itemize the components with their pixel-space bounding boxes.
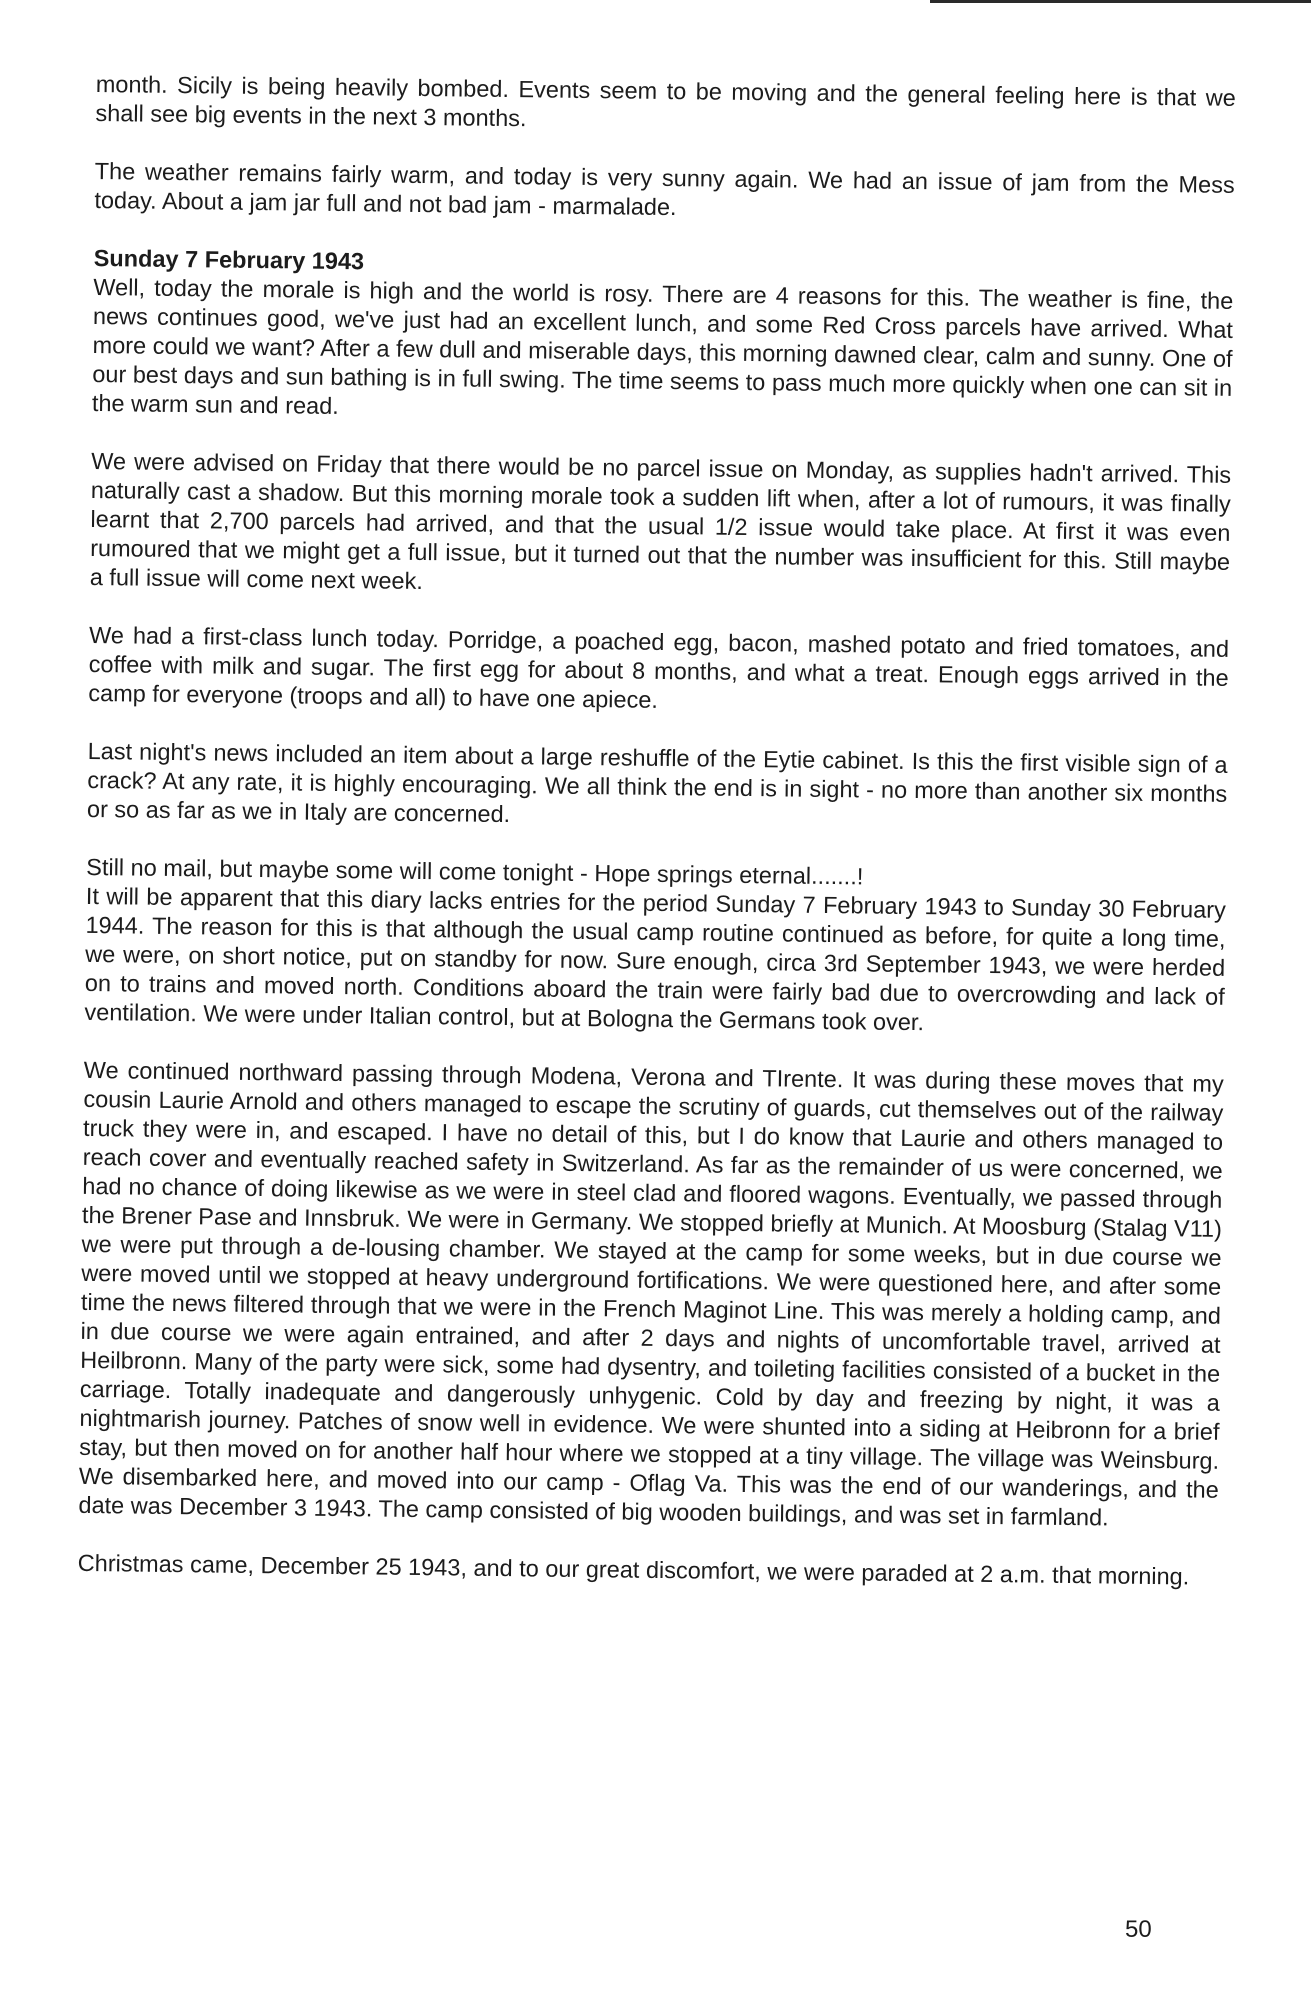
paragraph-cabinet-news: Last night's news included an item about a large reshuffle of the Eytie cabinet. Is this the first visible sign of a crack? At any rate, it is highly encouraging. We all think the end is in sight - no more than another six months or so as far as we in Italy are concerned.: [86, 737, 1228, 828]
diary-text: [77, 70, 1236, 1621]
paragraph-diary-gap: It will be apparent that this diary lacks entries for the period Sunday 7 February 1943 to Sunday 30 February 1944. The reason for this is that although the usual camp routine continued as before, for quite a long time, we were, on short notice, put on standby for now. Sure enough, circa 3rd September 1943, we were herded on to trains and moved north. Conditions aboard the train were fairly bad due to overcrowding and lack of ventilation. We were under Italian control, but at Bologna the Germans took over.: [84, 882, 1226, 1036]
paragraph-parcels: We were advised on Friday that there would be no parcel issue on Monday, as supplies hadn't arrived. This naturally cast a shadow. But this morning morale took a sudden lift when, after a lot of rumours, it was finally learnt that 2,700 parcels had arrived, and that the usual 1/2 issue would take place. At first it was even rumoured that we might get a full issue, but it turned out that the number was insufficient for this. Still maybe a full issue will come next week.: [89, 447, 1232, 595]
page-number: 50: [1125, 1916, 1152, 1943]
paragraph-no-mail: Still no mail, but maybe some will come tonight - Hope springs eternal.......!: [86, 853, 864, 890]
entry-date-heading: Sunday 7 February 1943: [93, 244, 365, 275]
top-border-rule: [930, 0, 1311, 3]
paragraph-morale: Well, today the morale is high and the world is rosy. There are 4 reasons for this. The weather is fine, the news continues good, we've just had an excellent lunch, and some Red Cross parcels have arrived. What more could we want? After a few dull and miserable days, this morning dawned clear, calm and sunny. One of our best days and sun bathing is in full swing. The time seems to pass much more quickly when one can sit in the warm sun and read.: [91, 273, 1234, 419]
paragraph-journey-north: We continued northward passing through Modena, Verona and TIrente. It was during these moves that my cousin Laurie Arnold and others managed to escape the scrutiny of guards, cut themselves out of the railway truck they were in, and escaped. I have no detail of this, but I do know that Laurie and others managed to reach cover and eventually reached safety in Switzerland. As far as the remainder of us were concerned, we had no chance of doing likewise as we were in steel clad and floored wagons. Eventually, we passed through the Brener Pase and Innsbruk. We were in Germany. We stopped briefly at Munich. At Moosburg (Stalag V11) we were put through a de-lousing chamber. We stayed at the camp for some weeks, but in due course we were moved until we stopped at heavy underground fortifications. We were questioned here, and after some time the news filtered through that we were in the French Maginot Line. This was merely a holding camp, and in due course we were again entrained, and after 2 days and nights of uncomfortable travel, arrived at Heilbronn. Many of the party were sick, some had dysentry, and toileting facilities consisted of a bucket in the carriage. Totally inadequate and dangerously unhygenic. Cold by day and freezing by night, it was a nightmarish journey. Patches of snow well in evidence. We were shunted into a siding at Heibronn for a brief stay, but then moved on for another half hour where we stopped at a tiny village. The village was Weinsburg. We disembarked here, and moved into our camp - Oflag Va. This was the end of our wanderings, and the date was December 3 1943. The camp consisted of big wooden buildings, and was set in farmland.: [78, 1056, 1224, 1531]
paragraph-christmas: Christmas came, December 25 1943, and to our great discomfort, we were paraded at 2 a.m. that morning.: [77, 1549, 1190, 1590]
paragraph-lunch: We had a first-class lunch today. Porridge, a poached egg, bacon, mashed potato and fried tomatoes, and coffee with milk and sugar. The first egg for about 8 months, and what a treat. Enough eggs arrived in the camp for everyone (troops and all) to have one apiece.: [88, 621, 1230, 713]
paragraph-sicily: month. Sicily is being heavily bombed. Events seem to be moving and the general feeling here is that we shall see big events in the next 3 months.: [95, 70, 1236, 132]
paragraph-weather-jam: The weather remains fairly warm, and today is very sunny again. We had an issue of jam from the Mess today. About a jam jar full and not bad jam - marmalade.: [94, 157, 1235, 221]
